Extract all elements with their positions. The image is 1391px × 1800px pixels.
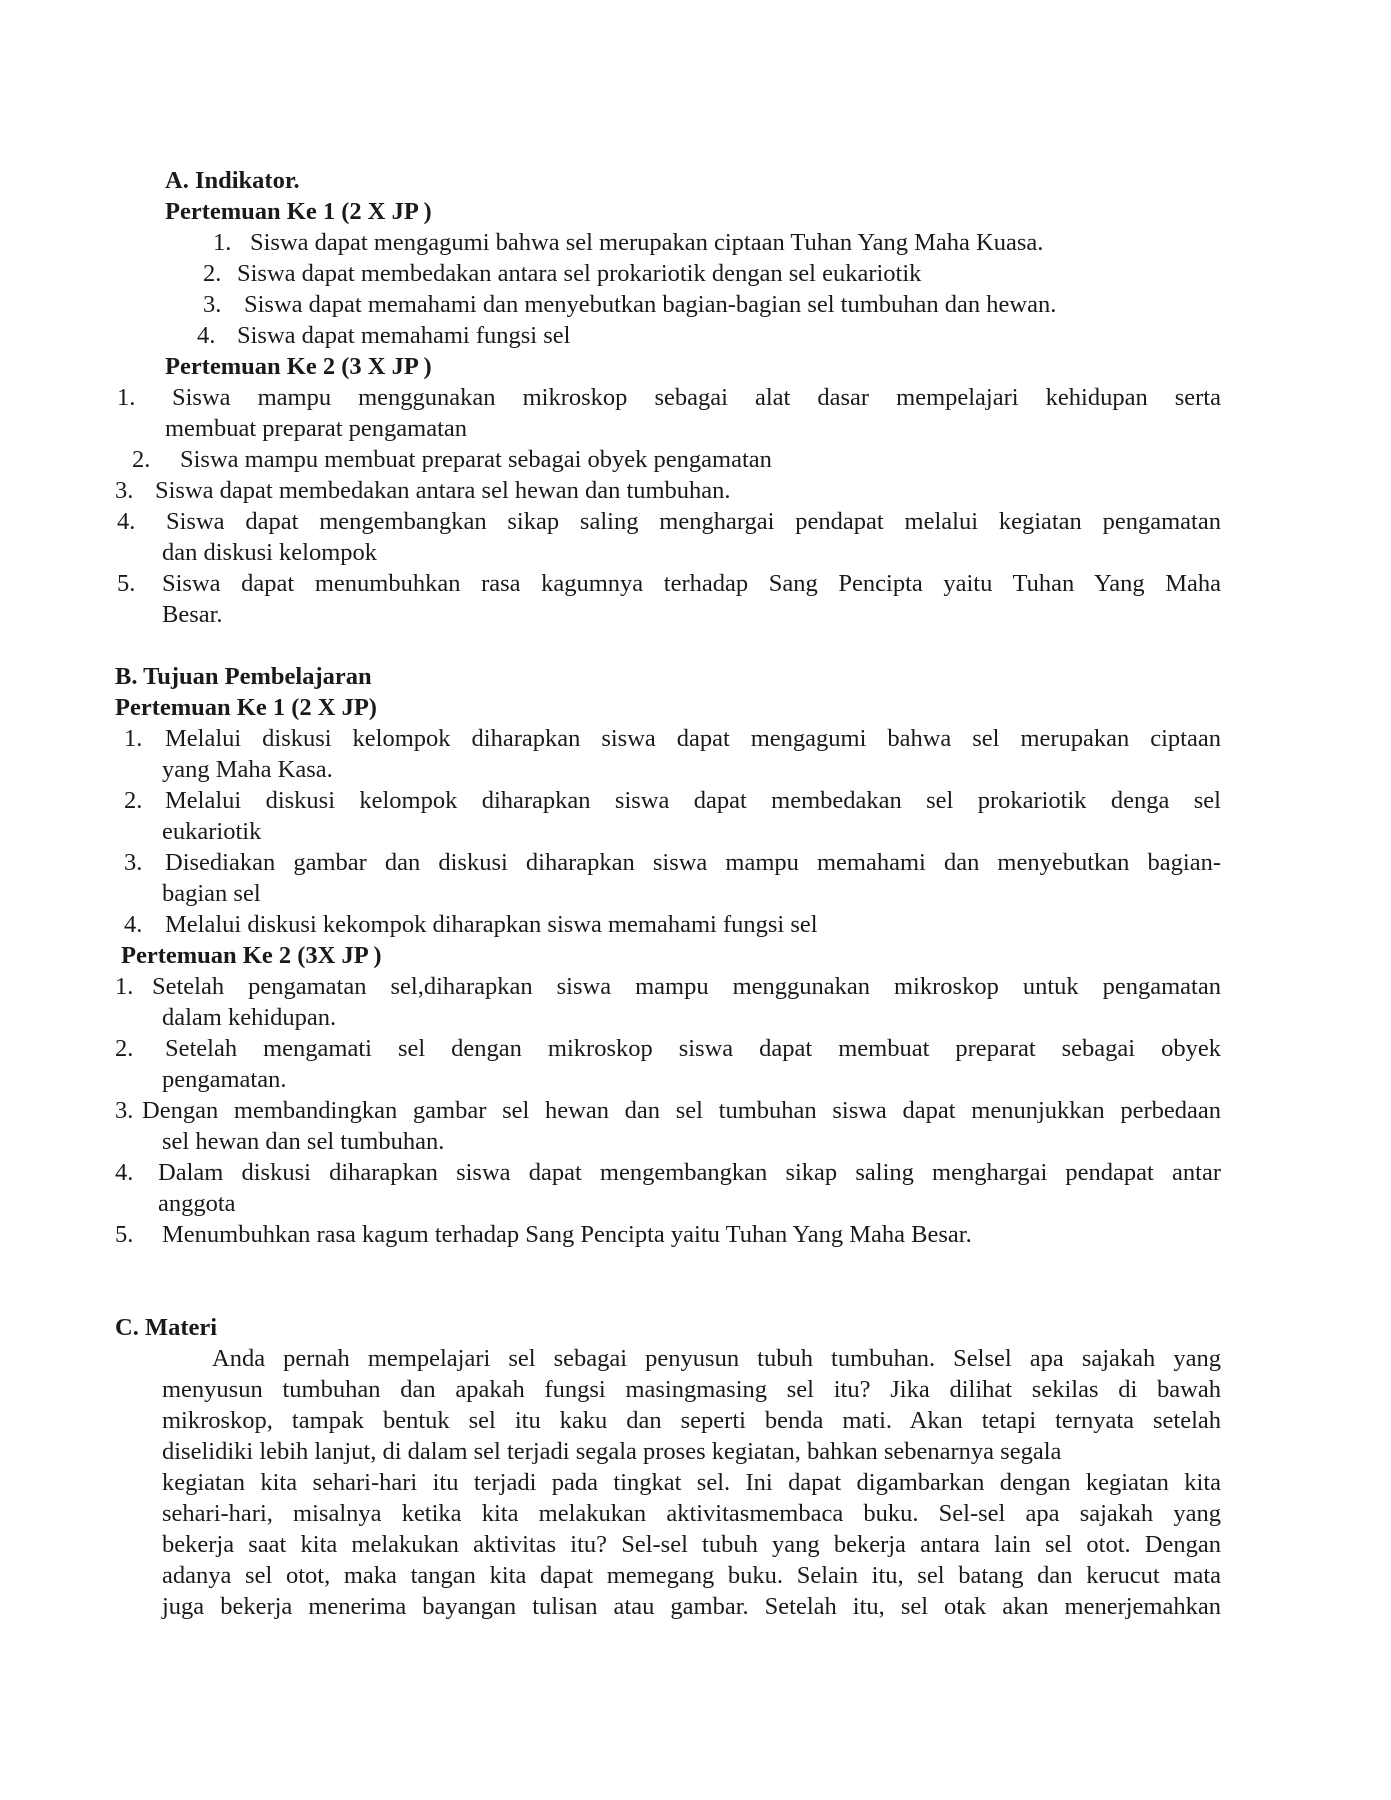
list-item-number: 2. — [132, 446, 151, 473]
list-item-text: Dalam diskusi diharapkan siswa dapat mengembangkan sikap saling menghargai pendapat antar — [158, 1159, 1221, 1186]
list-item-number: 5. — [115, 1221, 134, 1248]
list-item-text: Siswa dapat memahami dan menyebutkan bagian-bagian sel tumbuhan dan hewan. — [244, 291, 1057, 318]
paragraph-line: juga bekerja menerima bayangan tulisan atau gambar. Setelah itu, sel otak akan menerjemahkan — [162, 1593, 1221, 1620]
list-item-text: Siswa dapat mengembangkan sikap saling menghargai pendapat melalui kegiatan pengamatan — [166, 508, 1221, 535]
list-item-number: 5. — [117, 570, 136, 597]
list-item-number: 3. — [115, 477, 134, 504]
list-item-number: 3. — [124, 849, 143, 876]
paragraph-line: sehari-hari, misalnya ketika kita melakukan aktivitasmembaca buku. Sel-sel apa sajakah yang — [162, 1500, 1221, 1527]
list-item-text: Melalui diskusi kelompok diharapkan siswa dapat mengagumi bahwa sel merupakan ciptaan — [165, 725, 1221, 752]
list-item-text-cont: bagian sel — [162, 880, 261, 907]
list-item-number: 2. — [124, 787, 143, 814]
list-item-text: Siswa mampu membuat preparat sebagai obyek pengamatan — [180, 446, 772, 473]
section-b-heading: B. Tujuan Pembelajaran — [115, 663, 372, 690]
section-b-meeting2-title: Pertemuan Ke 2 (3X JP ) — [121, 942, 382, 969]
list-item-number: 4. — [197, 322, 216, 349]
list-item-number: 4. — [124, 911, 143, 938]
list-item-number: 3. — [115, 1097, 134, 1124]
list-item-text: Setelah pengamatan sel,diharapkan siswa mampu menggunakan mikroskop untuk pengamatan — [152, 973, 1221, 1000]
list-item-text: Siswa dapat menumbuhkan rasa kagumnya terhadap Sang Pencipta yaitu Tuhan Yang Maha — [162, 570, 1221, 597]
list-item-number: 4. — [117, 508, 136, 535]
list-item-text: Setelah mengamati sel dengan mikroskop siswa dapat membuat preparat sebagai obyek — [165, 1035, 1221, 1062]
list-item-text-cont: anggota — [158, 1190, 236, 1217]
list-item-number: 1. — [115, 973, 134, 1000]
section-a-heading: A. Indikator. — [165, 167, 300, 194]
list-item-number: 1. — [117, 384, 136, 411]
paragraph-line: kegiatan kita sehari-hari itu terjadi pada tingkat sel. Ini dapat digambarkan dengan kegiatan kita — [162, 1469, 1221, 1496]
list-item-text: Siswa dapat membedakan antara sel prokariotik dengan sel eukariotik — [237, 260, 922, 287]
list-item-number: 1. — [124, 725, 143, 752]
list-item-text: Melalui diskusi kekompok diharapkan siswa memahami fungsi sel — [165, 911, 818, 938]
list-item-text: Menumbuhkan rasa kagum terhadap Sang Pencipta yaitu Tuhan Yang Maha Besar. — [162, 1221, 972, 1248]
paragraph-line: bekerja saat kita melakukan aktivitas itu? Sel-sel tubuh yang bekerja antara lain sel otot. Dengan — [162, 1531, 1221, 1558]
paragraph-line: menyusun tumbuhan dan apakah fungsi masingmasing sel itu? Jika dilihat sekilas di bawah — [162, 1376, 1221, 1403]
list-item-number: 1. — [213, 229, 232, 256]
list-item-text-cont: pengamatan. — [162, 1066, 287, 1093]
list-item-text: Melalui diskusi kelompok diharapkan siswa dapat membedakan sel prokariotik denga sel — [165, 787, 1221, 814]
section-a-meeting1-title: Pertemuan Ke 1 (2 X JP ) — [165, 198, 432, 225]
list-item-number: 2. — [203, 260, 222, 287]
list-item-number: 3. — [203, 291, 222, 318]
section-c-heading: C. Materi — [115, 1314, 218, 1341]
list-item-text-cont: sel hewan dan sel tumbuhan. — [162, 1128, 445, 1155]
list-item-text-cont: dan diskusi kelompok — [162, 539, 378, 566]
list-item-text-cont: membuat preparat pengamatan — [165, 415, 468, 442]
list-item-number: 4. — [115, 1159, 134, 1186]
paragraph-line: diselidiki lebih lanjut, di dalam sel terjadi segala proses kegiatan, bahkan sebenarnya segala — [162, 1438, 1062, 1465]
list-item-text: Siswa dapat memahami fungsi sel — [237, 322, 571, 349]
list-item-text-cont: dalam kehidupan. — [162, 1004, 337, 1031]
list-item-text-cont: Besar. — [162, 601, 223, 628]
list-item-text: Dengan membandingkan gambar sel hewan dan sel tumbuhan siswa dapat menunjukkan perbedaan — [142, 1097, 1221, 1124]
paragraph-line: Anda pernah mempelajari sel sebagai penyusun tubuh tumbuhan. Selsel apa sajakah yang — [212, 1345, 1221, 1372]
list-item-text: Siswa dapat mengagumi bahwa sel merupakan ciptaan Tuhan Yang Maha Kuasa. — [250, 229, 1044, 256]
list-item-number: 2. — [115, 1035, 134, 1062]
list-item-text-cont: yang Maha Kasa. — [162, 756, 333, 783]
list-item-text: Siswa dapat membedakan antara sel hewan dan tumbuhan. — [155, 477, 731, 504]
paragraph-line: mikroskop, tampak bentuk sel itu kaku dan seperti benda mati. Akan tetapi ternyata setelah — [162, 1407, 1221, 1434]
paragraph-line: adanya sel otot, maka tangan kita dapat memegang buku. Selain itu, sel batang dan kerucut mata — [162, 1562, 1221, 1589]
list-item-text: Siswa mampu menggunakan mikroskop sebagai alat dasar mempelajari kehidupan serta — [172, 384, 1221, 411]
section-a-meeting2-title: Pertemuan Ke 2 (3 X JP ) — [165, 353, 432, 380]
section-b-meeting1-title: Pertemuan Ke 1 (2 X JP) — [115, 694, 377, 721]
list-item-text-cont: eukariotik — [162, 818, 262, 845]
list-item-text: Disediakan gambar dan diskusi diharapkan siswa mampu memahami dan menyebutkan bagian- — [165, 849, 1221, 876]
